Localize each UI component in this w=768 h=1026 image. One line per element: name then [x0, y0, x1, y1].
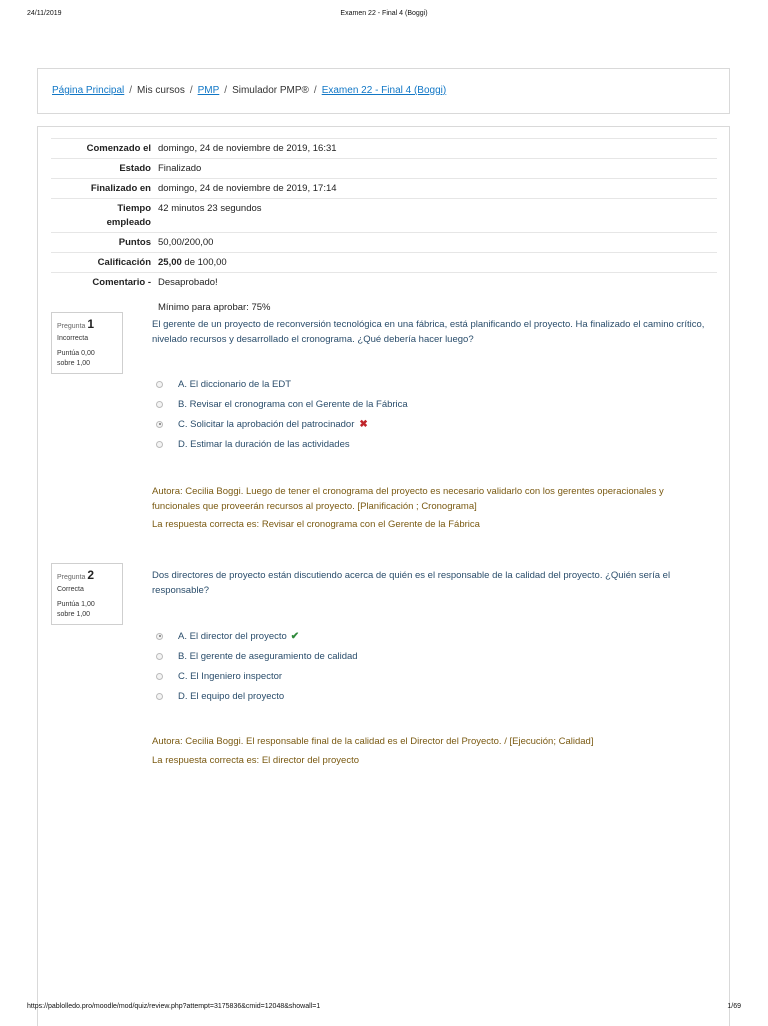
breadcrumb-course-link[interactable]: PMP — [197, 85, 220, 96]
radio-button[interactable] — [156, 381, 163, 388]
question-label: Pregunta — [57, 323, 86, 330]
summary-row-started — [51, 138, 717, 158]
breadcrumb-separator: / — [313, 85, 317, 96]
summary-value: domingo, 24 de noviembre de 2019, 17:14 — [158, 183, 337, 194]
question-text-1: El gerente de un proyecto de reconversión tecnológica en una fábrica, está planificando el proyecto. Ha finalizado el camino crítico, nivelado recursos y desarrollado el cronograma. ¿Qué debería hacer luego? — [152, 319, 705, 345]
summary-row-state — [51, 158, 717, 178]
summary-value — [157, 273, 717, 317]
summary-row-points — [51, 232, 717, 252]
question-text-2: Dos directores de proyecto están discutiendo acerca de quién es el responsable de la calidad del proyecto. ¿Quién sería el responsable? — [152, 570, 671, 596]
answer-option[interactable] — [156, 414, 408, 434]
breadcrumb-separator: / — [189, 85, 193, 96]
answer-label: D. El equipo del proyecto — [178, 690, 285, 702]
answer-option[interactable] — [156, 394, 408, 414]
summary-value — [157, 253, 717, 272]
answer-list-1 — [156, 374, 408, 454]
print-page-number: 1/69 — [727, 1003, 741, 1010]
right-answer-2: La respuesta correcta es: El director del proyecto — [152, 755, 359, 766]
answer-option[interactable] — [156, 374, 408, 394]
summary-row-finished — [51, 178, 717, 198]
comment-text: Desaprobado! — [158, 277, 218, 288]
radio-button[interactable] — [156, 693, 163, 700]
radio-button[interactable] — [156, 653, 163, 660]
breadcrumb-quiz-link[interactable]: Examen 22 - Final 4 (Boggi) — [321, 85, 447, 96]
correct-check-icon: ✔ — [290, 630, 300, 642]
answer-label: C. Solicitar la aprobación del patrocinador — [178, 418, 355, 430]
question-info-2 — [51, 563, 123, 625]
summary-label-line: Tiempo — [117, 203, 151, 214]
radio-button[interactable] — [156, 401, 163, 408]
question-grade-line: Puntúa 1,00 — [57, 601, 95, 608]
summary-value: 50,00/200,00 — [158, 237, 214, 248]
question-grade-line: Puntúa 0,00 — [57, 350, 95, 357]
question-grade-line: sobre 1,00 — [57, 611, 91, 618]
question-feedback-2: Autora: Cecilia Boggi. El responsable final de la calidad es el Director del Proyecto. / [Ejecución; Calidad] — [152, 736, 594, 747]
breadcrumb-separator: / — [224, 85, 228, 96]
grade-rest: de 100,00 — [184, 257, 227, 268]
breadcrumb-section: Simulador PMP® — [232, 85, 309, 96]
summary-label-line: empleado — [106, 217, 151, 228]
breadcrumb — [52, 85, 446, 96]
attempt-summary-table — [51, 138, 717, 317]
summary-label: Comenzado el — [86, 143, 151, 154]
answer-option[interactable] — [156, 666, 358, 686]
answer-option[interactable] — [156, 646, 358, 666]
question-grade — [57, 600, 117, 620]
print-url: https://pablolledo.pro/moodle/mod/quiz/review.php?attempt=3175836&cmid=12048&showall=1 — [27, 1003, 321, 1010]
radio-button-selected[interactable] — [156, 421, 163, 428]
answer-list-2 — [156, 626, 358, 706]
question-feedback-1: Autora: Cecilia Boggi. Luego de tener el cronograma del proyecto es necesario validarlo con los gerentes operacionales y funcionales que proveerán recursos al proyecto. [Planificación ; Cronograma] — [152, 486, 664, 512]
summary-value: Finalizado — [158, 163, 202, 174]
incorrect-x-icon: ✖ — [359, 418, 368, 430]
radio-button[interactable] — [156, 673, 163, 680]
print-date: 24/11/2019 — [27, 10, 62, 17]
summary-value: domingo, 24 de noviembre de 2019, 16:31 — [158, 143, 337, 154]
answer-label: B. El gerente de aseguramiento de calidad — [178, 650, 358, 662]
breadcrumb-separator: / — [129, 85, 133, 96]
breadcrumb-courses: Mis cursos — [137, 85, 185, 96]
question-number-value: 2 — [87, 568, 95, 582]
question-number-value: 1 — [87, 317, 95, 331]
breadcrumb-container — [37, 68, 730, 114]
summary-row-grade — [51, 252, 717, 272]
question-grade-line: sobre 1,00 — [57, 360, 91, 367]
answer-label: D. Estimar la duración de las actividades — [178, 438, 350, 450]
answer-option[interactable] — [156, 434, 408, 454]
print-title: Examen 22 - Final 4 (Boggi) — [340, 10, 428, 17]
question-label: Pregunta — [57, 574, 86, 581]
summary-label: Comentario - — [92, 277, 151, 288]
answer-label: A. El diccionario de la EDT — [178, 378, 291, 390]
summary-label: Calificación — [97, 257, 151, 268]
min-pass-text: Mínimo para aprobar: 75% — [158, 302, 271, 313]
question-number — [57, 568, 117, 582]
answer-option[interactable] — [156, 686, 358, 706]
summary-label: Finalizado en — [90, 183, 151, 194]
print-footer — [0, 1003, 768, 1015]
question-number — [57, 317, 117, 331]
answer-label: B. Revisar el cronograma con el Gerente de la Fábrica — [178, 398, 408, 410]
summary-row-time — [51, 198, 717, 232]
grade-score: 25,00 — [158, 257, 182, 268]
question-state: Incorrecta — [57, 335, 89, 342]
question-state: Correcta — [57, 586, 84, 593]
breadcrumb-home-link[interactable]: Página Principal — [52, 85, 125, 96]
radio-button-selected[interactable] — [156, 633, 163, 640]
question-info-1 — [51, 312, 123, 374]
print-header — [0, 10, 768, 22]
summary-row-comment — [51, 272, 717, 317]
right-answer-1: La respuesta correcta es: Revisar el cronograma con el Gerente de la Fábrica — [152, 519, 480, 530]
answer-label: A. El director del proyecto — [178, 630, 287, 642]
answer-label: C. El Ingeniero inspector — [178, 670, 283, 682]
summary-label — [51, 199, 157, 232]
radio-button[interactable] — [156, 441, 163, 448]
question-grade — [57, 349, 117, 369]
summary-label: Puntos — [118, 237, 151, 248]
summary-label: Estado — [119, 163, 151, 174]
answer-option[interactable] — [156, 626, 358, 646]
summary-value: 42 minutos 23 segundos — [158, 203, 262, 214]
